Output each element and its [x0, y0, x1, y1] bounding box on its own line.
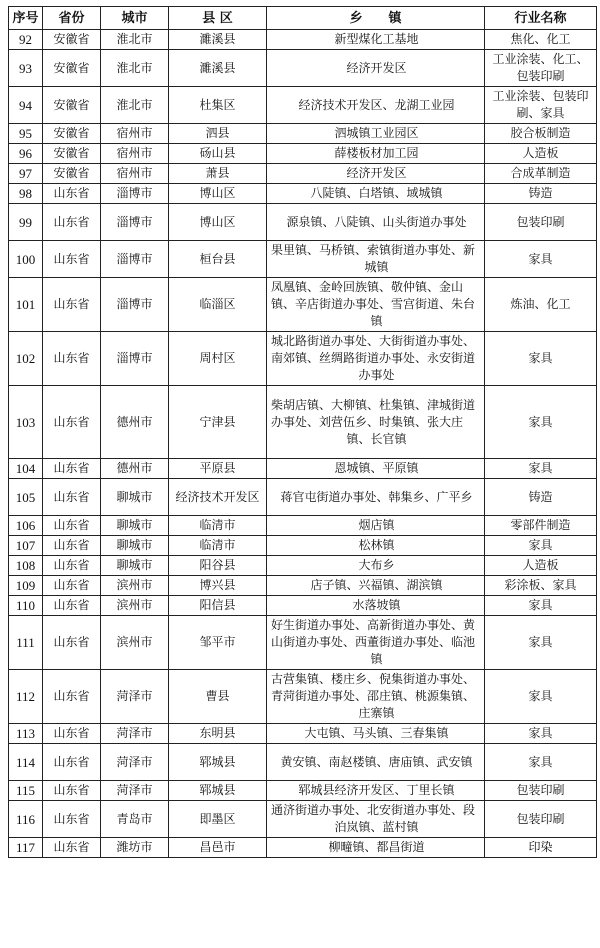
- serial-number-cell: 101: [9, 278, 43, 332]
- header-district: 县 区: [169, 7, 267, 30]
- city-cell: 聊城市: [101, 536, 169, 556]
- town-cell: 薛楼板材加工园: [267, 144, 485, 164]
- city-cell: 聊城市: [101, 516, 169, 536]
- header-town: 乡 镇: [267, 7, 485, 30]
- industry-cell: 家具: [485, 744, 597, 781]
- district-cell: 邹平市: [169, 616, 267, 670]
- industry-cell: 零部件制造: [485, 516, 597, 536]
- province-cell: 安徽省: [43, 164, 101, 184]
- serial-number-cell: 99: [9, 204, 43, 241]
- city-cell: 德州市: [101, 386, 169, 459]
- province-cell: 山东省: [43, 516, 101, 536]
- industry-cell: 印染: [485, 838, 597, 858]
- industry-cell: 家具: [485, 241, 597, 278]
- city-cell: 德州市: [101, 459, 169, 479]
- town-cell: 店子镇、兴福镇、湖滨镇: [267, 576, 485, 596]
- district-cell: 泗县: [169, 124, 267, 144]
- industry-cell: 家具: [485, 616, 597, 670]
- industry-cell: 彩涂板、家具: [485, 576, 597, 596]
- town-cell: 经济技术开发区、龙湖工业园: [267, 87, 485, 124]
- serial-number-cell: 112: [9, 670, 43, 724]
- town-cell: 源泉镇、八陡镇、山头街道办事处: [267, 204, 485, 241]
- district-cell: 经济技术开发区: [169, 479, 267, 516]
- province-cell: 山东省: [43, 459, 101, 479]
- header-city: 城市: [101, 7, 169, 30]
- city-cell: 菏泽市: [101, 724, 169, 744]
- industry-cell: 家具: [485, 724, 597, 744]
- town-cell: 果里镇、马桥镇、索镇街道办事处、新城镇: [267, 241, 485, 278]
- district-cell: 曹县: [169, 670, 267, 724]
- town-cell: 好生街道办事处、高新街道办事处、黄山街道办事处、西董街道办事处、临池镇: [267, 616, 485, 670]
- header-row: [9, 7, 597, 30]
- city-cell: 淄博市: [101, 278, 169, 332]
- table-row: [9, 241, 597, 278]
- city-cell: 宿州市: [101, 124, 169, 144]
- province-cell: 安徽省: [43, 144, 101, 164]
- table-row: [9, 50, 597, 87]
- table-row: [9, 616, 597, 670]
- district-cell: 砀山县: [169, 144, 267, 164]
- industry-zone-table: [8, 6, 597, 858]
- town-cell: 八陡镇、白塔镇、域城镇: [267, 184, 485, 204]
- table-row: [9, 801, 597, 838]
- province-cell: 山东省: [43, 204, 101, 241]
- province-cell: 山东省: [43, 184, 101, 204]
- table-row: [9, 724, 597, 744]
- table-row: [9, 87, 597, 124]
- table-body: [9, 30, 597, 858]
- city-cell: 宿州市: [101, 144, 169, 164]
- town-cell: 大布乡: [267, 556, 485, 576]
- table-row: [9, 744, 597, 781]
- city-cell: 淮北市: [101, 30, 169, 50]
- district-cell: 宁津县: [169, 386, 267, 459]
- province-cell: 山东省: [43, 386, 101, 459]
- town-cell: 凤凰镇、金岭回族镇、敬仲镇、金山镇、辛店街道办事处、雪宫街道、朱台镇: [267, 278, 485, 332]
- town-cell: 经济开发区: [267, 164, 485, 184]
- town-cell: 水落坡镇: [267, 596, 485, 616]
- town-cell: 恩城镇、平原镇: [267, 459, 485, 479]
- district-cell: 濉溪县: [169, 50, 267, 87]
- district-cell: 博兴县: [169, 576, 267, 596]
- province-cell: 山东省: [43, 576, 101, 596]
- district-cell: 濉溪县: [169, 30, 267, 50]
- industry-cell: 炼油、化工: [485, 278, 597, 332]
- town-cell: 城北路街道办事处、大街街道办事处、南郊镇、丝绸路街道办事处、永安街道办事处: [267, 332, 485, 386]
- town-cell: 烟店镇: [267, 516, 485, 536]
- industry-cell: 家具: [485, 459, 597, 479]
- province-cell: 山东省: [43, 556, 101, 576]
- industry-cell: 家具: [485, 536, 597, 556]
- city-cell: 菏泽市: [101, 744, 169, 781]
- town-cell: 松林镇: [267, 536, 485, 556]
- town-cell: 通济街道办事处、北安街道办事处、段泊岚镇、蓝村镇: [267, 801, 485, 838]
- district-cell: 博山区: [169, 204, 267, 241]
- town-cell: 大屯镇、马头镇、三春集镇: [267, 724, 485, 744]
- province-cell: 山东省: [43, 724, 101, 744]
- serial-number-cell: 95: [9, 124, 43, 144]
- town-cell: 柴胡店镇、大柳镇、杜集镇、津城街道办事处、刘营伍乡、时集镇、张大庄镇、长官镇: [267, 386, 485, 459]
- city-cell: 聊城市: [101, 556, 169, 576]
- table-row: [9, 838, 597, 858]
- district-cell: 阳谷县: [169, 556, 267, 576]
- district-cell: 昌邑市: [169, 838, 267, 858]
- city-cell: 宿州市: [101, 164, 169, 184]
- table-row: [9, 332, 597, 386]
- table-row: [9, 479, 597, 516]
- city-cell: 潍坊市: [101, 838, 169, 858]
- table-row: [9, 184, 597, 204]
- province-cell: 山东省: [43, 616, 101, 670]
- town-cell: 黄安镇、南赵楼镇、唐庙镇、武安镇: [267, 744, 485, 781]
- serial-number-cell: 105: [9, 479, 43, 516]
- industry-cell: 铸造: [485, 184, 597, 204]
- table-row: [9, 144, 597, 164]
- table-row: [9, 386, 597, 459]
- province-cell: 山东省: [43, 781, 101, 801]
- town-cell: 经济开发区: [267, 50, 485, 87]
- province-cell: 山东省: [43, 479, 101, 516]
- city-cell: 滨州市: [101, 596, 169, 616]
- industry-cell: 家具: [485, 596, 597, 616]
- town-cell: 蒋官屯街道办事处、韩集乡、广平乡: [267, 479, 485, 516]
- city-cell: 淄博市: [101, 184, 169, 204]
- city-cell: 菏泽市: [101, 781, 169, 801]
- district-cell: 即墨区: [169, 801, 267, 838]
- city-cell: 淄博市: [101, 332, 169, 386]
- serial-number-cell: 96: [9, 144, 43, 164]
- table-row: [9, 204, 597, 241]
- district-cell: 临清市: [169, 516, 267, 536]
- district-cell: 博山区: [169, 184, 267, 204]
- city-cell: 菏泽市: [101, 670, 169, 724]
- serial-number-cell: 102: [9, 332, 43, 386]
- province-cell: 安徽省: [43, 50, 101, 87]
- industry-cell: 胶合板制造: [485, 124, 597, 144]
- city-cell: 淮北市: [101, 87, 169, 124]
- province-cell: 安徽省: [43, 124, 101, 144]
- district-cell: 郓城县: [169, 744, 267, 781]
- serial-number-cell: 92: [9, 30, 43, 50]
- district-cell: 杜集区: [169, 87, 267, 124]
- serial-number-cell: 116: [9, 801, 43, 838]
- town-cell: 古营集镇、楼庄乡、倪集街道办事处、青菏街道办事处、邵庄镇、桃源集镇、庄寨镇: [267, 670, 485, 724]
- table-row: [9, 278, 597, 332]
- province-cell: 山东省: [43, 744, 101, 781]
- province-cell: 山东省: [43, 278, 101, 332]
- header-serial-number: 序号: [9, 7, 43, 30]
- industry-cell: 家具: [485, 332, 597, 386]
- province-cell: 山东省: [43, 596, 101, 616]
- serial-number-cell: 100: [9, 241, 43, 278]
- table-row: [9, 536, 597, 556]
- serial-number-cell: 107: [9, 536, 43, 556]
- serial-number-cell: 110: [9, 596, 43, 616]
- district-cell: 东明县: [169, 724, 267, 744]
- industry-cell: 家具: [485, 670, 597, 724]
- serial-number-cell: 106: [9, 516, 43, 536]
- serial-number-cell: 108: [9, 556, 43, 576]
- serial-number-cell: 103: [9, 386, 43, 459]
- table-row: [9, 781, 597, 801]
- serial-number-cell: 114: [9, 744, 43, 781]
- industry-cell: 铸造: [485, 479, 597, 516]
- district-cell: 临清市: [169, 536, 267, 556]
- industry-cell: 工业涂装、化工、包装印刷: [485, 50, 597, 87]
- serial-number-cell: 115: [9, 781, 43, 801]
- industry-cell: 合成革制造: [485, 164, 597, 184]
- serial-number-cell: 111: [9, 616, 43, 670]
- district-cell: 周村区: [169, 332, 267, 386]
- district-cell: 临淄区: [169, 278, 267, 332]
- town-cell: 柳疃镇、都昌街道: [267, 838, 485, 858]
- district-cell: 阳信县: [169, 596, 267, 616]
- city-cell: 滨州市: [101, 576, 169, 596]
- district-cell: 郓城县: [169, 781, 267, 801]
- table-row: [9, 516, 597, 536]
- table-row: [9, 164, 597, 184]
- serial-number-cell: 113: [9, 724, 43, 744]
- city-cell: 淄博市: [101, 204, 169, 241]
- district-cell: 桓台县: [169, 241, 267, 278]
- province-cell: 安徽省: [43, 30, 101, 50]
- province-cell: 山东省: [43, 670, 101, 724]
- city-cell: 青岛市: [101, 801, 169, 838]
- town-cell: 郓城县经济开发区、丁里长镇: [267, 781, 485, 801]
- industry-cell: 包装印刷: [485, 781, 597, 801]
- table-row: [9, 556, 597, 576]
- serial-number-cell: 104: [9, 459, 43, 479]
- header-industry: 行业名称: [485, 7, 597, 30]
- industry-cell: 工业涂装、包装印刷、家具: [485, 87, 597, 124]
- province-cell: 山东省: [43, 801, 101, 838]
- city-cell: 滨州市: [101, 616, 169, 670]
- province-cell: 安徽省: [43, 87, 101, 124]
- table-row: [9, 30, 597, 50]
- industry-cell: 人造板: [485, 556, 597, 576]
- header-province: 省份: [43, 7, 101, 30]
- province-cell: 山东省: [43, 536, 101, 556]
- province-cell: 山东省: [43, 241, 101, 278]
- town-cell: 新型煤化工基地: [267, 30, 485, 50]
- industry-cell: 人造板: [485, 144, 597, 164]
- table-row: [9, 596, 597, 616]
- city-cell: 聊城市: [101, 479, 169, 516]
- district-cell: 萧县: [169, 164, 267, 184]
- serial-number-cell: 109: [9, 576, 43, 596]
- table-row: [9, 124, 597, 144]
- town-cell: 泗城镇工业园区: [267, 124, 485, 144]
- province-cell: 山东省: [43, 838, 101, 858]
- industry-cell: 焦化、化工: [485, 30, 597, 50]
- serial-number-cell: 94: [9, 87, 43, 124]
- table-row: [9, 459, 597, 479]
- city-cell: 淄博市: [101, 241, 169, 278]
- serial-number-cell: 93: [9, 50, 43, 87]
- industry-cell: 包装印刷: [485, 801, 597, 838]
- serial-number-cell: 98: [9, 184, 43, 204]
- city-cell: 淮北市: [101, 50, 169, 87]
- serial-number-cell: 117: [9, 838, 43, 858]
- table-row: [9, 576, 597, 596]
- industry-cell: 家具: [485, 386, 597, 459]
- table-row: [9, 670, 597, 724]
- province-cell: 山东省: [43, 332, 101, 386]
- district-cell: 平原县: [169, 459, 267, 479]
- serial-number-cell: 97: [9, 164, 43, 184]
- industry-cell: 包装印刷: [485, 204, 597, 241]
